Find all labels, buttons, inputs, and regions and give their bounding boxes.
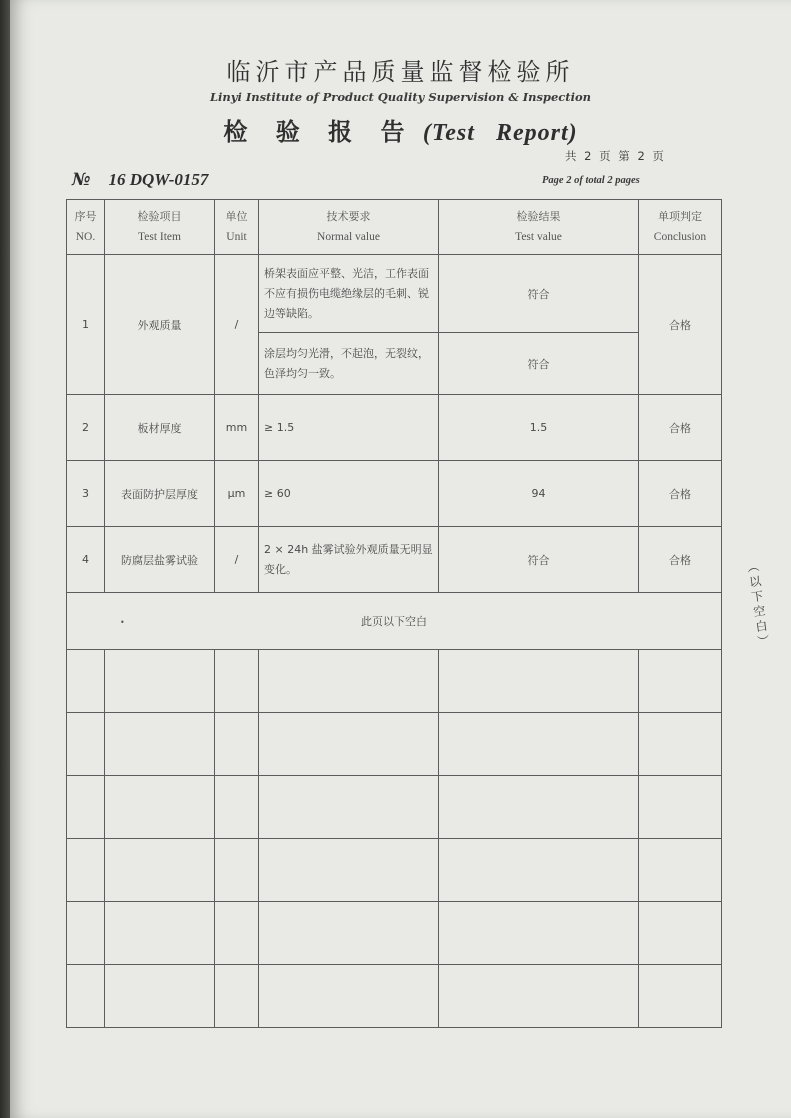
header-unit: 单位 Unit [215, 200, 259, 255]
empty-row [67, 713, 722, 776]
row-item: 板材厚度 [105, 395, 215, 461]
blank-note: 此页以下空白 [67, 593, 722, 650]
header-no: 序号 NO. [67, 200, 105, 255]
row-unit: mm [215, 395, 259, 461]
row-unit: μm [215, 461, 259, 527]
row-conclusion: 合格 [639, 461, 722, 527]
row-unit: / [215, 255, 259, 395]
row-item: 外观质量 [105, 255, 215, 395]
blank-note-row [67, 593, 722, 650]
row-requirement: 涂层均匀光滑，不起泡，无裂纹，色泽均匀一致。 [259, 333, 439, 395]
table-row [67, 461, 722, 527]
empty-row [67, 965, 722, 1028]
row-requirement: 桥架表面应平整、光洁，工作表面不应有损伤电缆绝缘层的毛刺、锐边等缺陷。 [259, 255, 439, 333]
header-test-value: 检验结果 Test value [439, 200, 639, 255]
handwritten-side-note: （以下空白） [744, 559, 772, 651]
row-requirement: ≥ 60 [259, 461, 439, 527]
row-no: 3 [67, 461, 105, 527]
report-number [72, 170, 208, 190]
page-count-en: Page 2 of total 2 pages [542, 175, 640, 186]
number-symbol: № [72, 170, 91, 190]
report-page [10, 0, 791, 1118]
row-result: 符合 [439, 333, 639, 395]
row-result: 符合 [439, 527, 639, 593]
table-row [67, 255, 722, 333]
report-title [10, 112, 791, 147]
row-conclusion: 合格 [639, 255, 722, 395]
report-number-value: 16 DQW-0157 [108, 170, 209, 189]
row-no: 1 [67, 255, 105, 395]
empty-row [67, 839, 722, 902]
empty-row [67, 776, 722, 839]
ink-dot: • [120, 618, 125, 627]
row-no: 2 [67, 395, 105, 461]
report-title-en: (Test Report) [422, 120, 578, 146]
results-table [66, 199, 722, 1028]
row-requirement: ≥ 1.5 [259, 395, 439, 461]
empty-row [67, 902, 722, 965]
row-conclusion: 合格 [639, 527, 722, 593]
row-conclusion: 合格 [639, 395, 722, 461]
row-no: 4 [67, 527, 105, 593]
empty-row [67, 650, 722, 713]
header-conclusion: 单项判定 Conclusion [639, 200, 722, 255]
header-normal-value: 技术要求 Normal value [259, 200, 439, 255]
row-result: 符合 [439, 255, 639, 333]
row-requirement: 2 × 24h 盐雾试验外观质量无明显变化。 [259, 527, 439, 593]
table-row [67, 395, 722, 461]
row-result: 94 [439, 461, 639, 527]
institute-name-cn: 临沂市产品质量监督检验所 [226, 58, 575, 86]
table-header-row [67, 200, 722, 255]
report-title-cn: 检 验 报 告 [223, 118, 415, 146]
page-count-cn: 共 2 页 第 2 页 [565, 149, 666, 163]
institute-name-en: Linyi Institute of Product Quality Supervision & Inspection [209, 90, 592, 104]
row-unit: / [215, 527, 259, 593]
row-result: 1.5 [439, 395, 639, 461]
header-test-item: 检验项目 Test Item [105, 200, 215, 255]
row-item: 防腐层盐雾试验 [105, 527, 215, 593]
table-row [67, 527, 722, 593]
row-item: 表面防护层厚度 [105, 461, 215, 527]
